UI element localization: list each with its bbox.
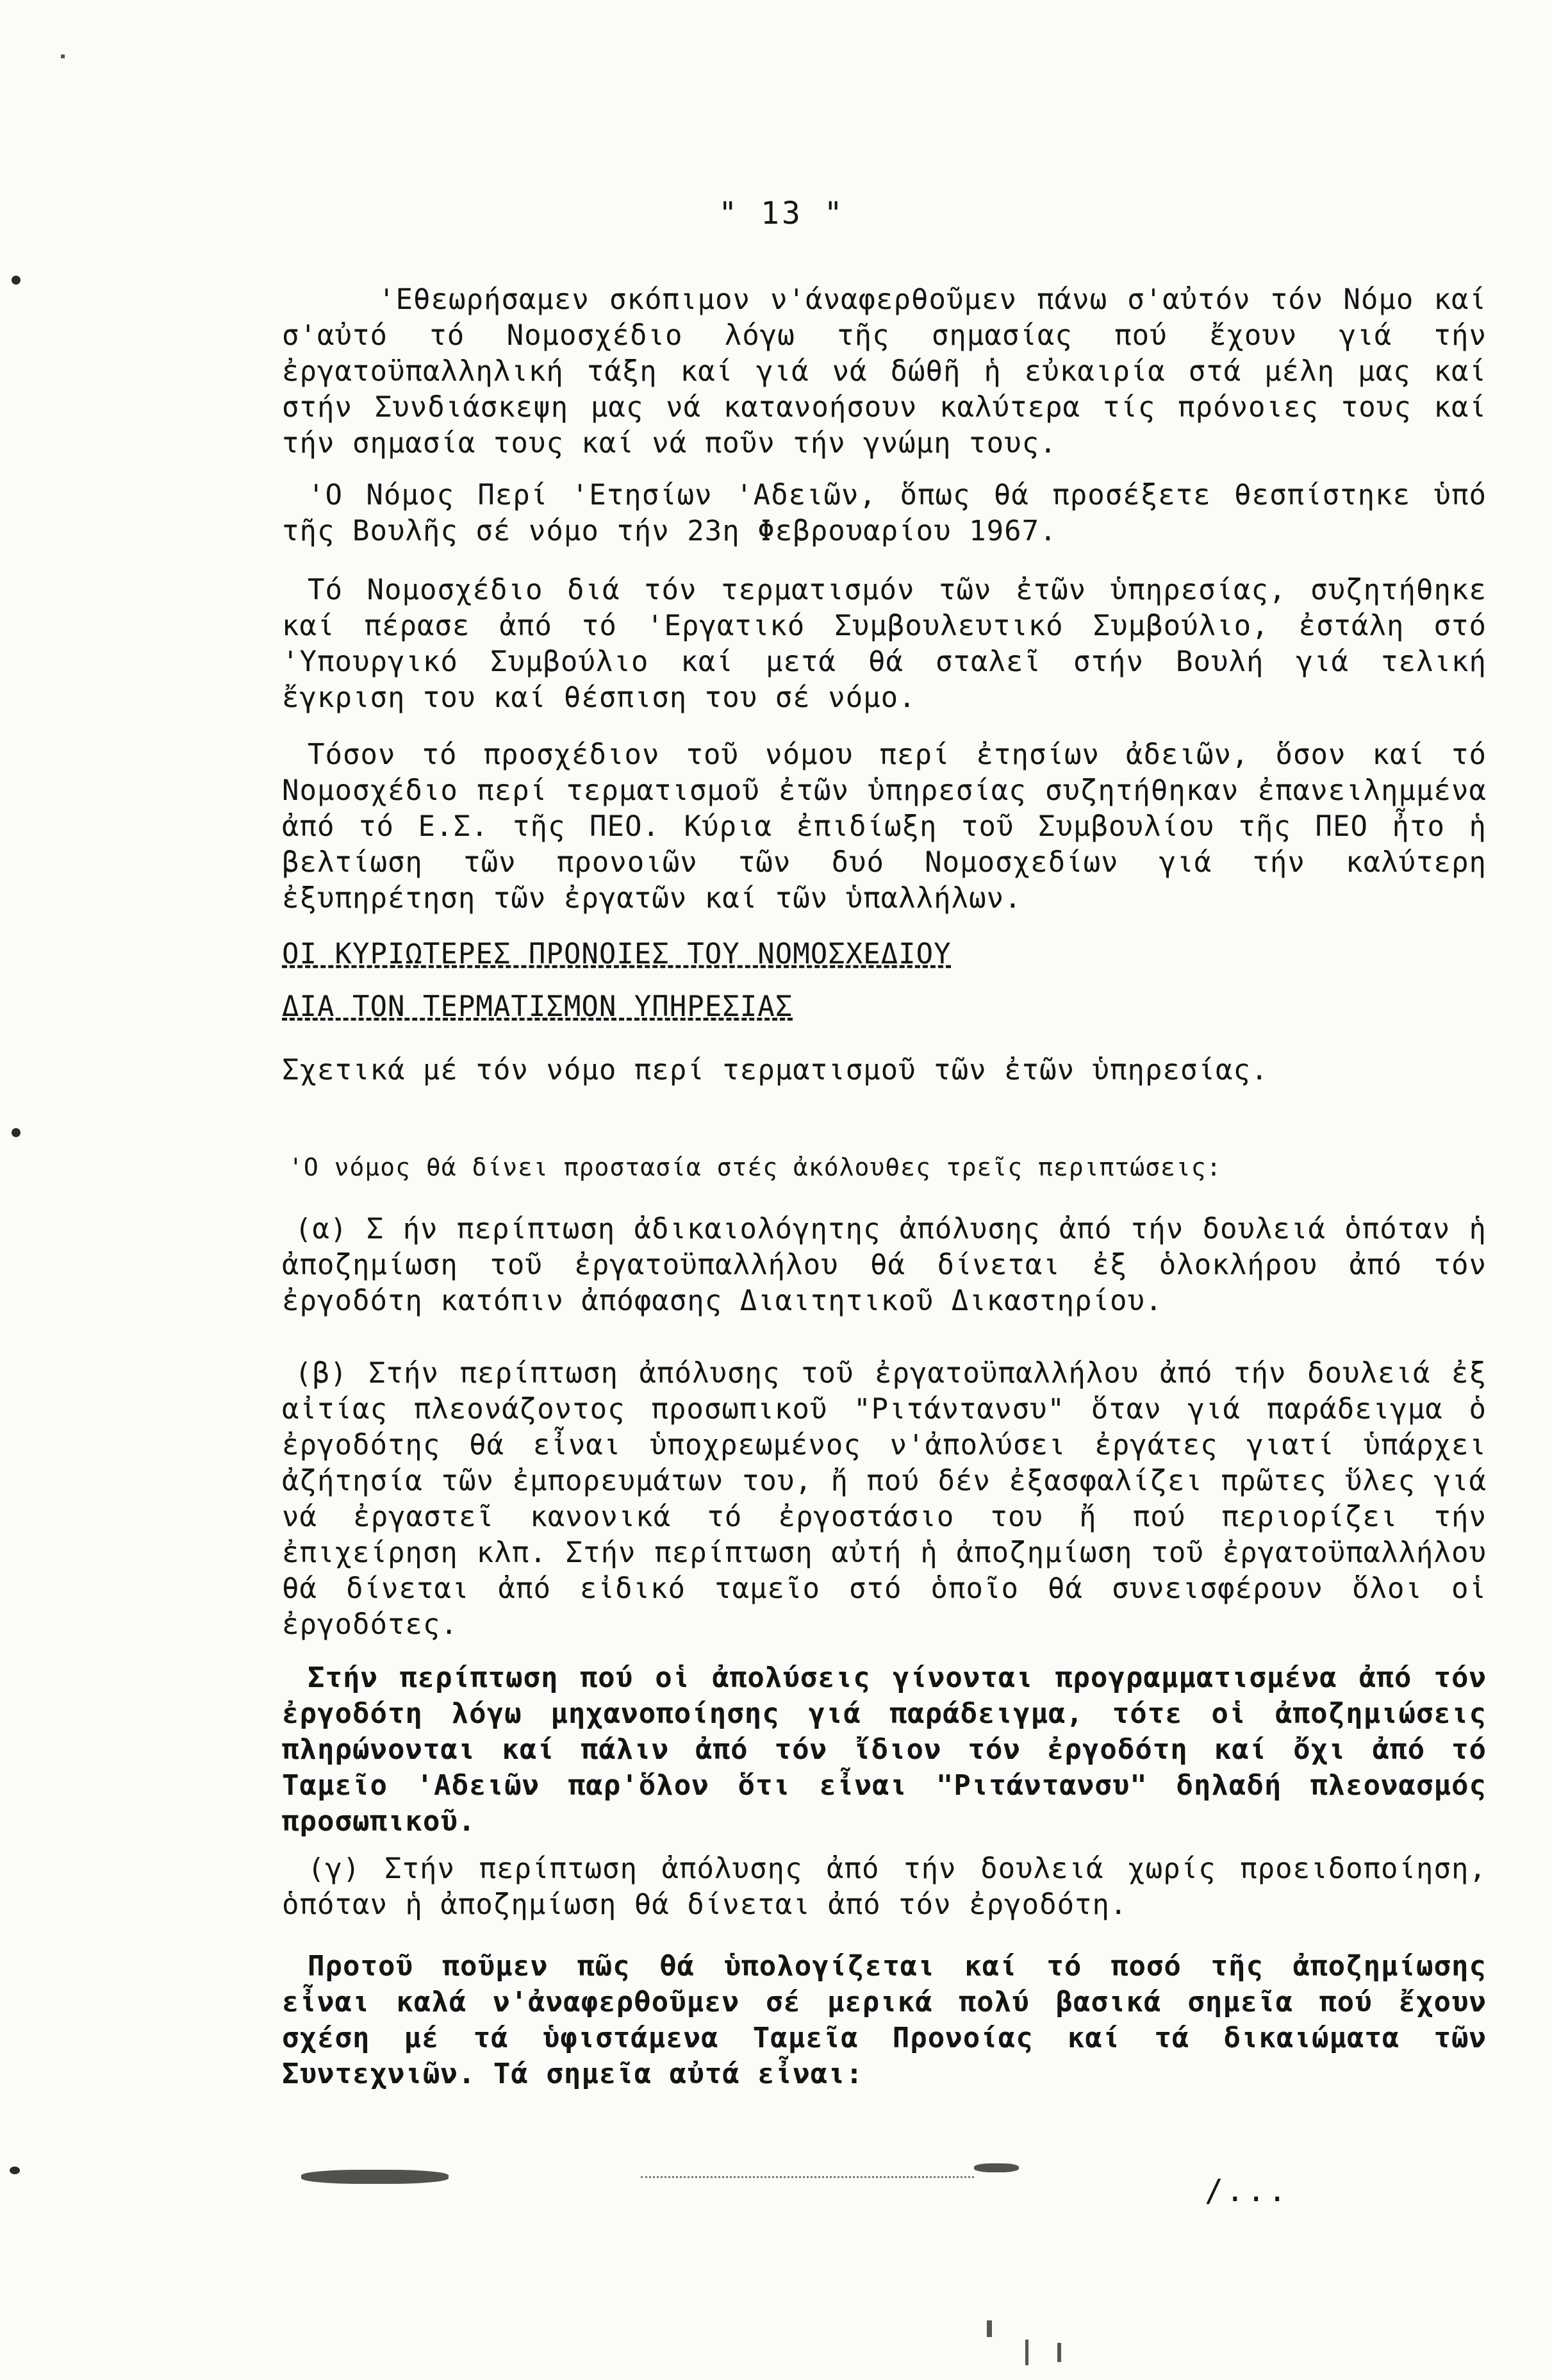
closing-paragraph: Προτοῦ ποῦμεν πῶς θά ὑπολογίζεται καί τό ποσό τῆς ἀποζημίωσης εἶναι καλά ν'ἀναφερθοῦμεν σέ μερικά πολύ βασικά σημεῖα πού ἔχουν σχέση μέ τά ὑφιστάμενα Ταμεῖα Προνοίας καί τά δικαιώματα τῶν Συντεχνιῶν. Τά σημεῖα αὐτά εἶναι: — [282, 1950, 1487, 2090]
punch-hole-mark — [12, 1128, 21, 1137]
ink-smudge — [301, 2170, 449, 2184]
punch-hole-mark — [10, 2167, 20, 2174]
cases-intro: 'Ο νόμος θά δίνει προστασία στές ἀκόλουθες τρεῖς περιπτώσεις: — [288, 1153, 1222, 1181]
speck — [1025, 2340, 1028, 2365]
case-b-note: Στήν περίπτωση πού οἱ ἀπολύσεις γίνονται προγραμματισμένα ἀπό τόν ἐργοδότη λόγω μηχανοποίησης γιά παράδειγμα, τότε οἱ ἀποζημιώσεις πληρώνονται καί πάλιν ἀπό τόν ἴδιον τόν ἐργοδότη καί ὄχι ἀπό τό Ταμεῖο 'Αδειῶν παρ'ὅλον ὅτι εἶναι "Ριτάντανσυ" δηλαδή πλεονασμός προσωπικοῦ. — [282, 1661, 1487, 1838]
case-c: (γ) Στήν περίπτωση ἀπόλυσης ἀπό τήν δουλειά χωρίς προειδοποίηση, ὁπόταν ἡ ἀποζημίωση θά δίνεται ἀπό τόν ἐργοδότη. — [282, 1852, 1487, 1921]
speck — [987, 2320, 992, 2337]
page-number: " 13 " — [718, 196, 845, 231]
paragraph-intro: 'Εθεωρήσαμεν σκόπιμον ν'άναφερθοῦμεν πάνω σ'αὐτόν τόν Νόμο καί σ'αὐτό τό Νομοσχέδιο λόγω τῆς σημασίας πού ἔχουν γιά τήν ἐργατοϋπαλληλική τάξη καί γιά νά δώθῆ ἡ εὐκαιρία στά μέλη μας καί στήν Συνδιάσκεψη μας νά κατανοήσουν καλύτερα τίς πρόνοιες τους καί τήν σημασία τους καί νά ποῦν τήν γνώμη τους. — [282, 283, 1487, 460]
section-subtitle: Σχετικά μέ τόν νόμο περί τερματισμοῦ τῶν ἐτῶν ὑπηρεσίας. — [282, 1054, 1269, 1086]
paragraph-termination-bill: Τό Νομοσχέδιο διά τόν τερματισμόν τῶν ἐτῶν ὑπηρεσίας, συζητήθηκε καί πέρασε ἀπό τό 'Εργατικό Συμβουλευτικό Συμβούλιο, ἐστάλη στό 'Υπουργικό Συμβούλιο καί μετά θά σταλεῖ στήν Βουλή γιά τελική ἔγκριση του καί θέσπιση του σέ νόμο. — [282, 574, 1487, 714]
paragraph-peo-discussion: Τόσον τό προσχέδιον τοῦ νόμου περί ἐτησίων ἀδειῶν, ὅσον καί τό Νομοσχέδιο περί τερματισμοῦ ἐτῶν ὑπηρεσίας συζητήθηκαν ἐπανειλημμένα ἀπό τό Ε.Σ. τῆς ΠΕΟ. Κύρια ἐπιδίωξη τοῦ Συμβουλίου τῆς ΠΕΟ ἦτο ἡ βελτίωση τῶν προνοιῶν τῶν δυό Νομοσχεδίων γιά τήν καλύτερη ἐξυπηρέτηση τῶν ἐργατῶν καί τῶν ὑπαλλήλων. — [282, 738, 1487, 915]
case-b: (β) Στήν περίπτωση ἀπόλυσης τοῦ ἐργατοϋπαλλήλου ἀπό τήν δουλειά ἐξ αἰτίας πλεονάζοντος προσωπικοῦ "Ριτάντανσυ" ὅταν γιά παράδειγμα ὁ ἐργοδότης θά εἶναι ὑποχρεωμένος ν'ἀπολύσει ἐργάτες γιατί ὑπάρχει ἀζήτησία τῶν ἐμπορευμάτων του, ἤ πού δέν ἐξασφαλίζει πρῶτες ὕλες γιά νά ἐργαστεῖ κανονικά τό ἐργοστάσιο του ἤ πού περιορίζει τήν ἐπιχείρηση κλπ. Στήν περίπτωση αὐτή ἡ ἀποζημίωση τοῦ ἐργατοϋπαλλήλου θά δίνεται ἀπό εἰδικό ταμεῖο στό ὁποῖο θά συνεισφέρουν ὅλοι οἱ ἐργοδότες. — [282, 1357, 1487, 1641]
scan-line — [641, 2176, 974, 2178]
speck — [1057, 2343, 1061, 2362]
speck — [61, 54, 65, 58]
continuation-mark: /... — [1205, 2173, 1289, 2209]
ink-smudge — [974, 2163, 1019, 2172]
section-heading-line1: ΟΙ ΚΥΡΙΩΤΕΡΕΣ ΠΡΟΝΟΙΕΣ ΤΟΥ ΝΟΜΟΣΧΕΔΙΟΥ — [282, 938, 952, 970]
section-heading-line2: ΔΙΑ ΤΟΝ ΤΕΡΜΑΤΙΣΜΟΝ ΥΠΗΡΕΣΙΑΣ — [282, 990, 793, 1023]
paragraph-annual-leave-law: 'Ο Νόμος Περί 'Ετησίων 'Αδειῶν, ὅπως θά προσέξετε θεσπίστηκε ὑπό τῆς Βουλῆς σέ νόμο τήν 23η Φεβρουαρίου 1967. — [282, 479, 1487, 547]
case-a: (α) Σ ήν περίπτωση ἀδικαιολόγητης ἀπόλυσης ἀπό τήν δουλειά ὁπόταν ἡ ἀποζημίωση τοῦ ἐργατοϋπαλλήλου θά δίνεται ἐξ ὁλοκλήρου ἀπό τόν ἐργοδότη κατόπιν ἀπόφασης Διαιτητικοῦ Δικαστηρίου. — [282, 1213, 1487, 1317]
punch-hole-mark — [12, 276, 21, 285]
